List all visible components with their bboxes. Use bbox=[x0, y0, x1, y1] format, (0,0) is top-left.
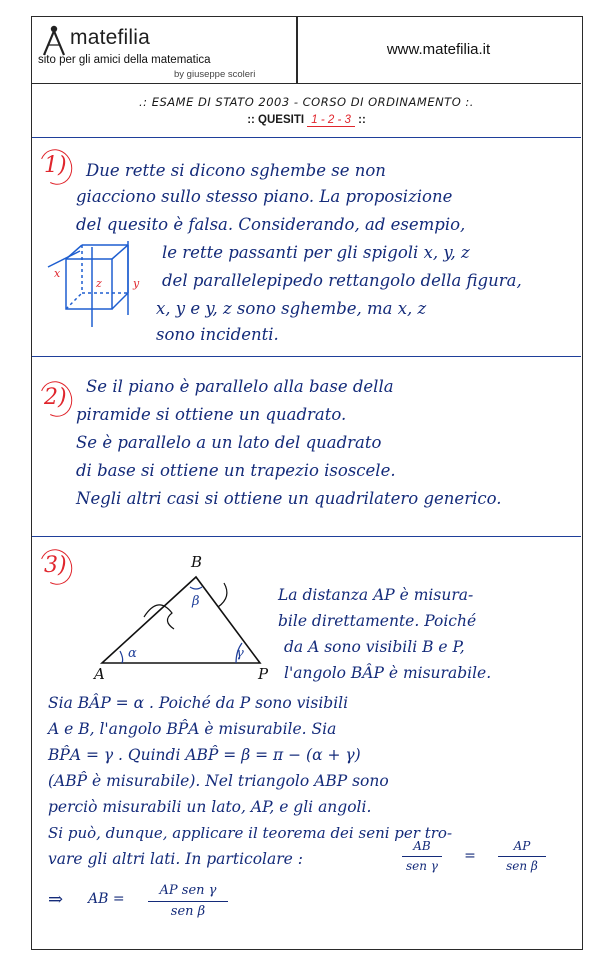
q3-side-line: l'angolo BÂP è misurabile. bbox=[284, 664, 492, 682]
q2-number-circle bbox=[35, 377, 77, 422]
formula-num-left: AB bbox=[413, 839, 431, 853]
quesiti-numbers: 1 - 2 - 3 bbox=[307, 114, 355, 127]
q2-line: Se il piano è parallelo alla base della bbox=[86, 377, 394, 396]
result-lhs: AB = bbox=[88, 891, 125, 907]
logo-subtitle: sito per gli amici della matematica bbox=[38, 54, 211, 66]
logo-author: by giuseppe scoleri bbox=[174, 69, 256, 80]
exam-title-text: .: ESAME DI STATO 2003 - CORSO DI ORDINAMENTO :. bbox=[139, 95, 474, 109]
fraction-bar bbox=[498, 856, 546, 857]
logo[interactable] bbox=[36, 21, 294, 81]
vertex-B: B bbox=[191, 553, 203, 571]
q1-line: sono incidenti. bbox=[156, 325, 279, 344]
result-formula bbox=[48, 883, 288, 927]
site-url-link[interactable]: www.matefilia.it bbox=[386, 41, 491, 58]
angle-beta: β bbox=[192, 594, 200, 609]
label-z: z bbox=[96, 277, 102, 290]
q1-line: del parallelepipedo rettangolo della figura, bbox=[162, 271, 522, 290]
angle-gamma: γ bbox=[236, 646, 244, 661]
q3-number-circle bbox=[35, 545, 77, 590]
label-x: x bbox=[54, 267, 61, 280]
section-divider-top bbox=[32, 137, 581, 138]
q3-side-line: da A sono visibili B e P, bbox=[284, 638, 465, 656]
q1-line: giacciono sullo stesso piano. La proposizione bbox=[76, 187, 453, 206]
worksheet-page bbox=[31, 16, 583, 950]
section-divider-q2-q3 bbox=[32, 536, 581, 537]
q2-line: Negli altri casi si ottiene un quadrilatero generico. bbox=[76, 489, 502, 508]
q3-line: BP̂A = γ . Quindi ABP̂ = β = π − (α + γ) bbox=[48, 746, 361, 764]
vertex-P: P bbox=[258, 665, 269, 683]
law-of-sines-formula bbox=[402, 839, 562, 883]
fraction-bar bbox=[402, 856, 442, 857]
q2-line: piramide si ottiene un quadrato. bbox=[76, 405, 347, 424]
logo-title: matefilia bbox=[70, 26, 150, 49]
q3-line: A e B, l'angolo BP̂A è misurabile. Sia bbox=[48, 720, 337, 738]
result-num: AP sen γ bbox=[159, 883, 217, 898]
formula-equals: = bbox=[464, 848, 476, 864]
q1-line: x, y e y, z sono sghembe, ma x, z bbox=[156, 299, 427, 318]
q2-line: Se è parallelo a un lato del quadrato bbox=[76, 433, 382, 452]
q1-line: del quesito è falsa. Considerando, ad esempio, bbox=[76, 215, 466, 234]
exam-title bbox=[32, 95, 581, 109]
triangle-figure bbox=[92, 553, 272, 683]
q3-line: vare gli altri lati. In particolare : bbox=[48, 850, 303, 868]
q3-side-line: La distanza AP è misura- bbox=[278, 586, 474, 604]
parallelepiped-figure bbox=[44, 237, 144, 337]
q3-side-line: bile direttamente. Poiché bbox=[278, 612, 477, 630]
quesiti-title bbox=[32, 114, 581, 126]
q1-number-circle bbox=[35, 145, 77, 190]
section-divider-q1-q2 bbox=[32, 356, 581, 357]
q1-line: Due rette si dicono sghembe se non bbox=[86, 161, 386, 180]
page-header bbox=[32, 17, 581, 84]
implies-arrow: ⇒ bbox=[48, 889, 64, 910]
result-den: sen β bbox=[170, 904, 206, 919]
q3-number: 3) bbox=[44, 553, 67, 578]
q3-line: Sia BÂP = α . Poiché da P sono visibili bbox=[48, 694, 349, 712]
vertex-A: A bbox=[94, 665, 105, 683]
q2-line: di base si ottiene un trapezio isoscele. bbox=[76, 461, 396, 480]
q3-line: perciò misurabili un lato, AP, e gli angoli. bbox=[48, 798, 372, 816]
formula-num-right: AP bbox=[513, 839, 531, 853]
formula-den-right: sen β bbox=[506, 859, 538, 873]
quesiti-label: :: QUESITI bbox=[247, 114, 305, 126]
quesiti-end: :: bbox=[358, 114, 366, 126]
q2-number: 2) bbox=[44, 385, 67, 410]
formula-den-left: sen γ bbox=[406, 859, 438, 873]
angle-alpha: α bbox=[128, 646, 137, 661]
label-y: y bbox=[133, 277, 140, 290]
fraction-bar bbox=[148, 901, 228, 902]
compass-icon bbox=[38, 23, 70, 57]
q1-line: le rette passanti per gli spigoli x, y, z bbox=[162, 243, 470, 262]
q3-line: (ABP̂ è misurabile). Nel triangolo ABP sono bbox=[48, 772, 389, 790]
q3-line: Si può, dunque, applicare il teorema dei seni per tro- bbox=[48, 824, 453, 842]
q1-number: 1) bbox=[44, 153, 67, 178]
